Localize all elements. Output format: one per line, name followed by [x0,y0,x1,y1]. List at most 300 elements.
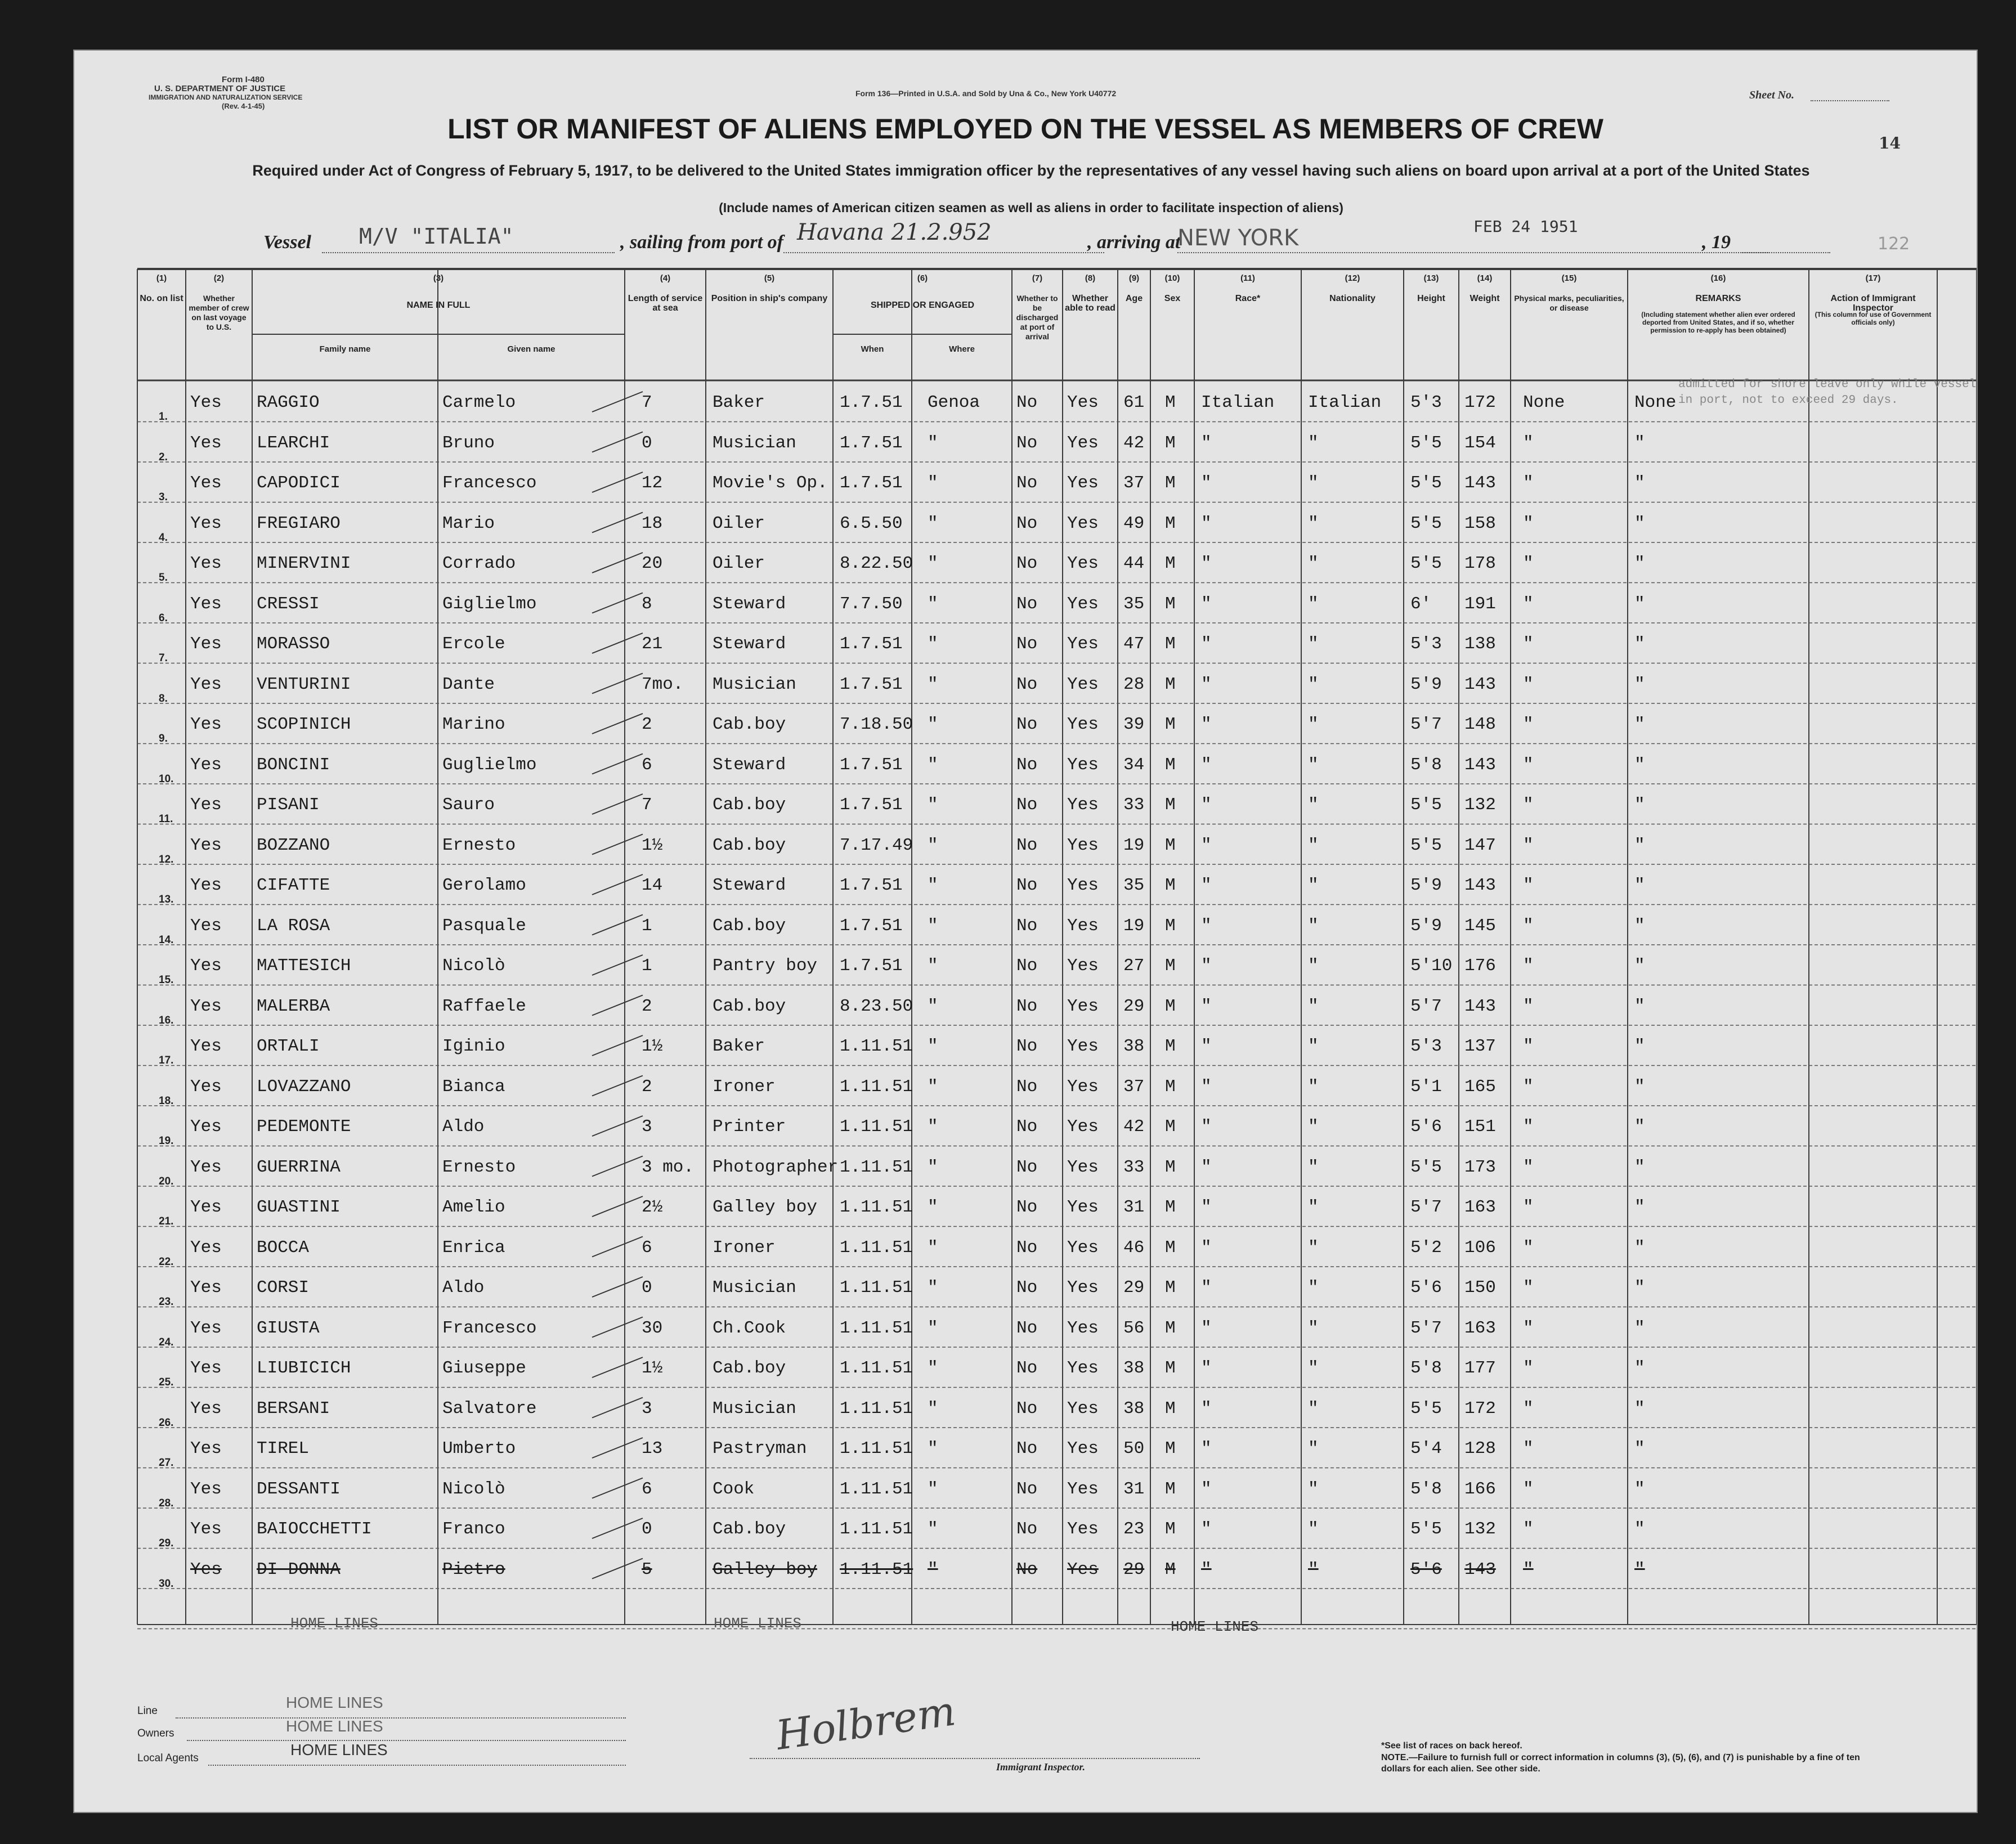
able-to-read-cell: Yes [1067,1479,1099,1499]
sailing-port: Havana 21.2.952 [797,219,992,245]
arriving-port: NEW YORK [1177,225,1299,251]
nationality-cell: " [1308,835,1319,855]
given-name-cell: Guglielmo [442,755,537,775]
crew-cell: Yes [190,795,222,815]
crew-cell: Yes [190,1398,222,1419]
shipped-where-cell: " [928,795,938,815]
remarks-cell: " [1634,1519,1645,1539]
physical-marks-cell: " [1523,755,1534,775]
shipped-when-cell: 1.11.51 [840,1037,913,1056]
family-name-cell: PISANI [257,795,320,815]
family-name-cell: LIUBICICH [257,1358,351,1378]
grid-line [592,834,643,855]
able-to-read-cell: Yes [1067,876,1099,895]
sex-cell: M [1165,1559,1176,1580]
race-cell: " [1201,674,1212,694]
shipped-where-cell: " [928,876,938,895]
shipped-when-cell: 1.7.51 [840,876,903,895]
service-cell: 8 [642,594,652,614]
able-to-read-cell: Yes [1067,715,1099,734]
race-cell: " [1201,433,1212,453]
race-cell: " [1201,473,1212,493]
race-cell: " [1201,594,1212,614]
column-number: (3) [433,273,444,283]
service-cell: 2 [642,996,652,1016]
row-number: 7. [159,652,168,664]
sex-cell: M [1165,1358,1176,1378]
age-cell: 23 [1123,1519,1145,1539]
nationality-cell: " [1308,1076,1319,1097]
given-name-cell: Marino [442,715,505,734]
remarks-cell: " [1634,1157,1645,1177]
family-name-cell: CIFATTE [257,876,330,895]
given-name-cell: Francesco [442,473,537,493]
weight-cell: 106 [1464,1237,1496,1258]
grid-line [592,593,643,613]
column-number: (1) [156,273,167,283]
remarks-cell: " [1634,1479,1645,1499]
shipped-when-cell: 1.11.51 [840,1479,913,1499]
crew-cell: Yes [190,1519,222,1539]
shipped-where-cell: " [928,996,938,1016]
row-number: 16. [159,1014,174,1026]
age-cell: 27 [1123,956,1145,976]
able-to-read-cell: Yes [1067,916,1099,936]
age-cell: 35 [1123,876,1145,895]
discharged-cell: No [1016,916,1038,936]
sex-cell: M [1165,634,1176,654]
given-name-cell: Salvatore [442,1398,537,1419]
height-cell: 5'10 [1410,956,1453,976]
able-to-read-cell: Yes [1067,594,1099,614]
remarks-cell: " [1634,433,1645,453]
weight-cell: 177 [1464,1358,1496,1378]
position-cell: Steward [713,594,786,614]
given-name-cell: Enrica [442,1237,505,1258]
given-name-cell: Nicolò [442,1479,505,1499]
column-header: Sex [1164,294,1181,303]
crew-cell: Yes [190,1479,222,1499]
discharged-cell: No [1016,956,1038,976]
able-to-read-cell: Yes [1067,1398,1099,1419]
service-cell: 6 [642,1237,652,1258]
nationality-cell: " [1308,634,1319,654]
vessel-name: M/V "ITALIA" [359,224,514,249]
height-cell: 5'3 [1410,1037,1442,1056]
discharged-cell: No [1016,1278,1038,1298]
column-number: (17) [1865,273,1881,283]
inspector-label: Immigrant Inspector. [996,1761,1086,1773]
agents-value: HOME LINES [290,1741,388,1758]
row-number: 10. [159,773,174,785]
service-cell: 0 [642,433,652,453]
column-subheader: Family name [319,344,371,354]
sex-cell: M [1165,554,1176,573]
shipped-when-cell: 1.11.51 [840,1439,913,1459]
shipped-where-cell: " [928,1519,938,1539]
nationality-cell: " [1308,433,1319,453]
grid-line [592,1277,643,1297]
family-name-cell: CAPODICI [257,473,341,493]
family-name-cell: VENTURINI [257,674,351,694]
sex-cell: M [1165,916,1176,936]
sex-cell: M [1165,876,1176,895]
sex-cell: M [1165,433,1176,453]
shipped-when-cell: 1.7.51 [840,674,903,694]
row-number: 14. [159,934,174,946]
shipped-when-cell: 8.22.50 [840,554,913,573]
age-cell: 42 [1123,433,1145,453]
discharged-cell: No [1016,876,1038,895]
height-cell: 5'3 [1410,634,1442,654]
able-to-read-cell: Yes [1067,473,1099,493]
race-cell: " [1201,513,1212,533]
row-number: 3. [159,491,168,503]
family-name-cell: ORTALI [257,1037,320,1056]
weight-cell: 138 [1464,634,1496,654]
shipped-where-cell: " [928,1358,938,1378]
physical-marks-cell: " [1523,835,1534,855]
grid-line [592,553,643,573]
position-cell: Steward [713,755,786,775]
weight-cell: 173 [1464,1157,1496,1177]
weight-cell: 143 [1464,473,1496,493]
grid-line [592,1317,643,1338]
crew-cell: Yes [190,1117,222,1137]
crew-cell: Yes [190,1076,222,1097]
column-header: Whether member of crew on last voyage to U.S. [189,294,249,331]
crew-cell: Yes [190,1439,222,1459]
nationality-cell: " [1308,1318,1319,1338]
shipped-where-cell: " [928,1197,938,1217]
line-value: HOME LINES [286,1694,383,1711]
weight-cell: 132 [1464,1519,1496,1539]
weight-cell: 158 [1464,513,1496,533]
remarks-cell: " [1634,1318,1645,1338]
sex-cell: M [1165,1318,1176,1338]
row-number: 19. [159,1135,174,1147]
remarks-cell: " [1634,1398,1645,1419]
remarks-cell: " [1634,674,1645,694]
remarks-cell: " [1634,1439,1645,1459]
given-name-cell: Gerolamo [442,876,526,895]
shipped-where-cell: " [928,594,938,614]
given-name-cell: Bruno [442,433,495,453]
row-number: 26. [159,1416,174,1429]
grid-line [592,1438,643,1458]
given-name-cell: Dante [442,674,495,694]
shipped-when-cell: 1.7.51 [840,916,903,936]
sex-cell: M [1165,795,1176,815]
owners-value: HOME LINES [286,1717,383,1735]
column-header: Action of Immigrant Inspector [1830,294,1916,313]
given-name-cell: Francesco [442,1318,537,1338]
crew-cell: Yes [190,513,222,533]
shipped-where-cell: " [928,1318,938,1338]
physical-marks-cell: " [1523,1519,1534,1539]
row-number: 6. [159,612,168,624]
position-cell: Printer [713,1117,786,1137]
shipped-when-cell: 1.11.51 [840,1237,913,1258]
given-name-cell: Giuseppe [442,1358,526,1378]
physical-marks-cell: " [1523,674,1534,694]
sex-cell: M [1165,1479,1176,1499]
physical-marks-cell: " [1523,1278,1534,1298]
weight-cell: 150 [1464,1278,1496,1298]
column-subheader: When [861,344,884,354]
able-to-read-cell: Yes [1067,1318,1099,1338]
able-to-read-cell: Yes [1067,433,1099,453]
page-subnote: (Include names of American citizen seamen as well as aliens in order to facilitate inspection of aliens) [719,200,1343,215]
age-cell: 29 [1123,1278,1145,1298]
able-to-read-cell: Yes [1067,393,1099,412]
physical-marks-cell: " [1523,594,1534,614]
grid-line [592,915,643,935]
weight-cell: 166 [1464,1479,1496,1499]
age-cell: 37 [1123,473,1145,493]
remarks-cell: " [1634,835,1645,855]
shipped-when-cell: 6.5.50 [840,513,903,533]
discharged-cell: No [1016,634,1038,654]
grid-line [592,392,643,412]
date-stamp: FEB 24 1951 [1473,217,1578,236]
service-cell: 7mo. [642,674,684,694]
form-number: Form I-480 [222,75,265,84]
race-cell: " [1201,755,1212,775]
column-header: Race* [1235,294,1261,303]
shipped-when-cell: 1.7.51 [840,755,903,775]
column-header: Age [1125,294,1143,303]
given-name-cell: Sauro [442,795,495,815]
height-cell: 5'5 [1410,1398,1442,1419]
column-note: (Including statement whether alien ever ordered deported from United States, and if so, whether permission to re-apply has been obtained) [1641,311,1795,334]
sex-cell: M [1165,1037,1176,1056]
sex-cell: M [1165,1197,1176,1217]
discharged-cell: No [1016,554,1038,573]
discharged-cell: No [1016,674,1038,694]
sex-cell: M [1165,1157,1176,1177]
crew-cell: Yes [190,594,222,614]
remarks-cell: " [1634,1559,1645,1580]
shipped-when-cell: 8.23.50 [840,996,913,1016]
nationality-cell: " [1308,1479,1319,1499]
shipped-where-cell: " [928,1037,938,1056]
crew-cell: Yes [190,1197,222,1217]
weight-cell: 176 [1464,956,1496,976]
race-cell: " [1201,715,1212,734]
position-cell: Musician [713,1398,796,1419]
age-cell: 50 [1123,1439,1145,1459]
race-cell: Italian [1201,393,1275,412]
nationality-cell: " [1308,1197,1319,1217]
nationality-cell: " [1308,876,1319,895]
race-cell: " [1201,1197,1212,1217]
remarks-cell: " [1634,1037,1645,1056]
column-subheader: Given name [507,344,555,354]
shipped-where-cell: " [928,1237,938,1258]
row-number: 30. [159,1577,174,1590]
race-cell: " [1201,1157,1212,1177]
discharged-cell: No [1016,715,1038,734]
column-number: (13) [1423,273,1439,283]
sex-cell: M [1165,1117,1176,1137]
nationality-cell: " [1308,674,1319,694]
physical-marks-cell: " [1523,876,1534,895]
weight-cell: 143 [1464,755,1496,775]
shipped-when-cell: 7.17.49 [840,835,913,855]
position-cell: Steward [713,876,786,895]
shipped-where-cell: " [928,1439,938,1459]
grid-line [592,513,643,533]
service-cell: 2 [642,715,652,734]
sailing-label: , sailing from port of [620,232,783,253]
family-name-cell: PEDEMONTE [257,1117,351,1137]
discharged-cell: No [1016,1237,1038,1258]
race-cell: " [1201,1358,1212,1378]
row-number: 21. [159,1215,174,1227]
sex-cell: M [1165,1398,1176,1419]
race-cell: " [1201,1278,1212,1298]
age-cell: 39 [1123,715,1145,734]
weight-cell: 132 [1464,795,1496,815]
able-to-read-cell: Yes [1067,1157,1099,1177]
row-number: 28. [159,1497,174,1509]
family-name-cell: MALERBA [257,996,330,1016]
able-to-read-cell: Yes [1067,956,1099,976]
vessel-label: Vessel [263,232,311,253]
shipped-where-cell: " [928,956,938,976]
able-to-read-cell: Yes [1067,996,1099,1016]
given-name-cell: Pietro [442,1559,505,1580]
position-cell: Ironer [713,1237,776,1258]
given-name-cell: Raffaele [442,996,526,1016]
age-cell: 19 [1123,835,1145,855]
service-cell: 14 [642,876,663,895]
row-number: 20. [159,1175,174,1187]
sex-cell: M [1165,1439,1176,1459]
race-cell: " [1201,795,1212,815]
physical-marks-cell: " [1523,1117,1534,1137]
shipped-where-cell: " [928,1157,938,1177]
age-cell: 35 [1123,594,1145,614]
family-name-cell: LA ROSA [257,916,330,936]
row-number: 15. [159,974,174,986]
height-cell: 5'9 [1410,876,1442,895]
service-cell: 3 [642,1398,652,1419]
crew-cell: Yes [190,1278,222,1298]
age-cell: 38 [1123,1398,1145,1419]
shipped-where-cell: " [928,1479,938,1499]
shipped-when-cell: 1.7.51 [840,433,903,453]
service-cell: 3 [642,1117,652,1137]
crew-cell: Yes [190,1237,222,1258]
able-to-read-cell: Yes [1067,1197,1099,1217]
home-lines-stamp: HOME LINES [1171,1618,1259,1635]
age-cell: 44 [1123,554,1145,573]
grid-line [592,1196,643,1217]
family-name-cell: CORSI [257,1278,310,1298]
height-cell: 5'3 [1410,393,1442,412]
discharged-cell: No [1016,755,1038,775]
remarks-cell: " [1634,634,1645,654]
height-cell: 5'4 [1410,1439,1442,1459]
grid-line [592,472,643,492]
weight-cell: 165 [1464,1076,1496,1097]
discharged-cell: No [1016,1197,1038,1217]
position-cell: Cab.boy [713,916,786,936]
able-to-read-cell: Yes [1067,1519,1099,1539]
race-cell: " [1201,1237,1212,1258]
discharged-cell: No [1016,1318,1038,1338]
family-name-cell: GUERRINA [257,1157,341,1177]
age-cell: 29 [1123,1559,1145,1580]
weight-cell: 128 [1464,1439,1496,1459]
shipped-where-cell: " [928,674,938,694]
physical-marks-cell: " [1523,634,1534,654]
race-cell: " [1201,956,1212,976]
shipped-when-cell: 1.7.51 [840,956,903,976]
shipped-when-cell: 1.11.51 [840,1318,913,1338]
service-cell: 12 [642,473,663,493]
grid-line [592,955,643,975]
height-cell: 5'9 [1410,674,1442,694]
nationality-cell: " [1308,1358,1319,1378]
crew-cell: Yes [190,433,222,453]
column-header: Length of service at sea [628,294,703,313]
height-cell: 5'5 [1410,835,1442,855]
position-cell: Photographer [713,1157,839,1177]
crew-cell: Yes [190,916,222,936]
height-cell: 5'5 [1410,554,1442,573]
column-number: (11) [1240,273,1255,283]
remarks-cell: " [1634,1358,1645,1378]
grid-line [592,1035,643,1056]
shipped-when-cell: 1.11.51 [840,1559,913,1580]
race-cell: " [1201,1439,1212,1459]
sheet-number: 14 [1879,134,1901,152]
remarks-cell: " [1634,594,1645,614]
grid-line [592,674,643,694]
shipped-where-cell: " [928,513,938,533]
sex-cell: M [1165,1237,1176,1258]
row-number: 1. [159,411,168,423]
crew-cell: Yes [190,715,222,734]
family-name-cell: FREGIARO [257,513,341,533]
given-name-cell: Pasquale [442,916,526,936]
remarks-cell: " [1634,715,1645,734]
given-name-cell: Mario [442,513,495,533]
service-cell: 7 [642,393,652,412]
physical-marks-cell: " [1523,956,1534,976]
weight-cell: 154 [1464,433,1496,453]
nationality-cell: " [1308,715,1319,734]
column-number: (7) [1032,273,1043,283]
height-cell: 5'5 [1410,795,1442,815]
crew-cell: Yes [190,1037,222,1056]
crew-cell: Yes [190,554,222,573]
shipped-when-cell: 1.11.51 [840,1278,913,1298]
shipped-where-cell: " [928,1278,938,1298]
weight-cell: 143 [1464,876,1496,895]
shipped-where-cell: " [928,755,938,775]
service-cell: 6 [642,755,652,775]
crew-cell: Yes [190,1358,222,1378]
grid-line [592,794,643,814]
row-number: 4. [159,531,168,544]
service-cell: 30 [642,1318,663,1338]
age-cell: 19 [1123,916,1145,936]
family-name-cell: BOCCA [257,1237,310,1258]
